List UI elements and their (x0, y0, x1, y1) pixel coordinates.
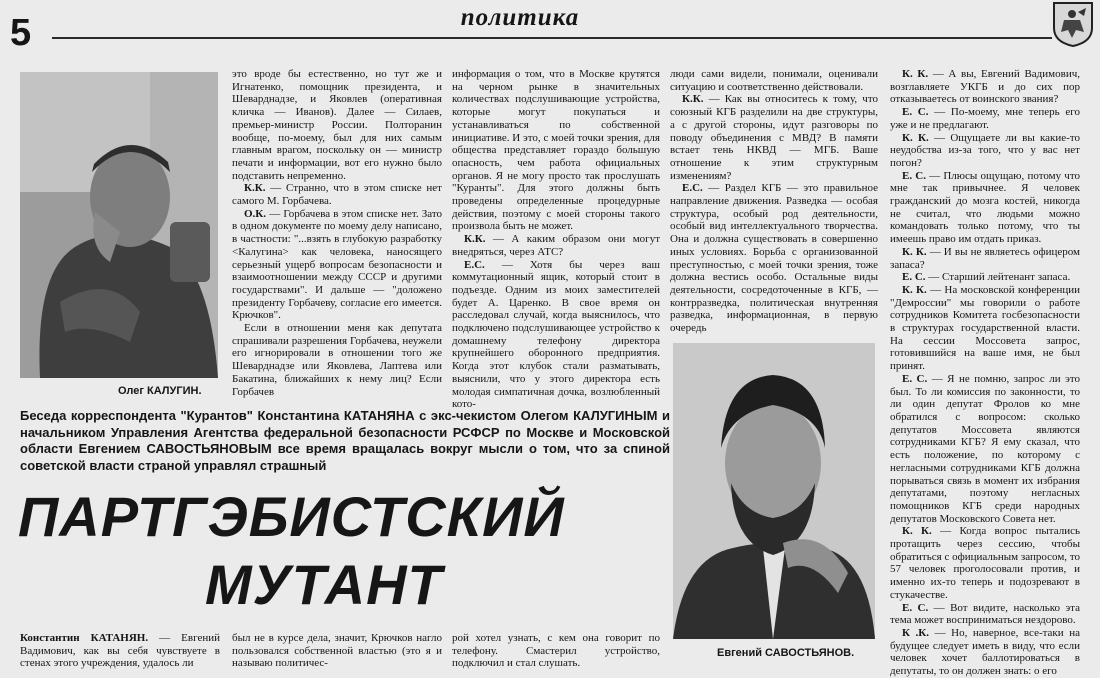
paragraph (232, 322, 442, 398)
paragraph-text: — Раздел КГБ — это правильное направление движения. Разведка — особая структура, особый род деятельности, особый вид интеллектуального творчества. Она и должна существовать в совершенно иных условиях. Борьба с организованной преступностью, с моей точки зрения, тоже должна вестись особо. Остальные виды деятельности, сосредоточенные в КГБ, — контрразведка, политическая внутренняя разведка, информационная, в первую очередь (670, 182, 878, 335)
paragraph (890, 246, 1080, 271)
article-column-2 (452, 68, 660, 411)
paragraph (890, 525, 1080, 601)
paragraph-text: — Как вы относитесь к тому, что союзный КГБ разделили на две структуры, а с другой стороны, идут разговоры по поводу объединения с МВД? В памяти встает тень НКВД — МГБ. Ваше отношение к этим структурным изменениям? (670, 93, 878, 182)
speaker-label: Е.С. (682, 182, 703, 195)
paragraph-text: — Вот видите, насколько эта тема может восприниматься нездорово. (890, 601, 1080, 627)
speaker-label: К. К. (902, 245, 927, 258)
speaker-label: К. К. (902, 283, 927, 296)
paragraph (232, 68, 442, 182)
paragraph-text: это вроде бы естественно, но тут же и Игнатенко, помощник президента, и Шеварднадзе, и Яковлев (оперативная кличка — Иванов). Далее — Силаев, премьер-министр России. Полторанин вообще, по-моему, был для них самым главным врагом, поскольку он — министр печати и информации, вот его нужно было подставить непременно. (232, 68, 442, 182)
headline-line-1: ПАРТГЭБИСТСКИЙ (18, 485, 565, 548)
photo1-caption: Олег КАЛУГИН. (118, 385, 202, 397)
paragraph-text: рой хотел узнать, с кем она говорит по телефону. Смастерил устройство, подключил и стал слушать. (452, 632, 660, 670)
paragraph (890, 68, 1080, 106)
paragraph (890, 602, 1080, 627)
paragraph-text: — Горбачева в этом списке нет. Зато в одном документе по моему делу написано, в частности: "...взять в глубокую разработку <Калугина> как человека, наносящего серьезный ущерб вопросам безопасности и взаимоотношении между СССР и другими государствами". И дальше — "доложено президенту Горбачеву, согласие его имеется. Крючков". (232, 207, 442, 322)
speaker-label: К. К. (902, 131, 929, 144)
speaker-label: К.К. (682, 93, 704, 106)
speaker-label: К. К. (902, 68, 929, 80)
photo-evgeny-savostyanov (673, 343, 875, 639)
paragraph-text: — Но, наверное, все-таки на будущее следует иметь в виду, что если человек хочет баллотироваться в депутаты, то он должен знать: о его (890, 626, 1080, 678)
paragraph (452, 632, 660, 670)
speaker-label: Е. С. (902, 601, 929, 614)
speaker-label: Е. С. (902, 372, 928, 385)
paragraph (232, 632, 442, 670)
speaker-label: Константин КАТАНЯН. (20, 632, 149, 644)
paragraph (890, 132, 1080, 170)
paragraph-text: — По-моему, мне теперь его уже и не предлагают. (890, 106, 1080, 131)
paragraph-text: — Хотя бы через ваш коммутационный ящик, который стоит в подъезде. Одним из моих заместителей будет А. Царенко. В свое время он расследовал случай, когда выяснилось, что подключено подслушивающее устройство к домашнему телефону директора крупнейшего оборонного предприятия. Когда этот клубок стали разматывать, выяснили, что у этого директора есть молодая симпатичная дочка, возлюбленный кото- (452, 258, 660, 411)
paragraph-text: — И вы не являетесь офицером запаса? (890, 245, 1081, 271)
paragraph (890, 271, 1080, 284)
speaker-label: Е.С. (464, 258, 485, 271)
paragraph (20, 632, 220, 670)
article-bottom-column-3 (452, 632, 660, 670)
paragraph (890, 106, 1080, 131)
article-column-4 (890, 68, 1081, 678)
headline-line-2: МУТАНТ (205, 553, 443, 616)
speaker-label: К.К. (464, 233, 486, 246)
article-column-3 (670, 68, 878, 336)
paragraph-text: — Старший лейтенант запаса. (925, 271, 1071, 284)
paragraph-text: — На московской конференции "Демроссии" мы говорили о работе сотрудников Комитета госбезопасности в структурах государственной власти. На сессии Моссовета запрос, готовившийся на ваше имя, не был принят. (890, 283, 1081, 373)
speaker-label: К. К. (902, 525, 932, 538)
paragraph-text: — Когда вопрос пытались протащить через сессию, чтобы обратиться с официальным запросом, то 57 человек проголосовали против, и именно их-то теперь и подозревают в стукачестве. (890, 525, 1081, 601)
lead-paragraph: Беседа корреспондента "Курантов" Константина КАТАНЯНА с экс-чекистом Олегом КАЛУГИНЫМ и начальником Управления Агентства федеральной безопасности РСФСР по Москве и Московской области Евгением САВОСТЬЯНОВЫМ все время вращалась вокруг мысли о том, что за спиной советской власти страной управлял страшный (20, 408, 670, 473)
paragraph-text: — Плюсы ощущаю, потому что мне так привычнее. Я человек гражданский до мозга костей, никогда не считал, что людьми можно командовать только потому, что ты имеешь право им отдать приказ. (890, 169, 1080, 246)
paragraph (452, 259, 660, 411)
paragraph-text: — Я не помню, запрос ли это был. То ли комиссия по законности, то ли один депутат Фролов ко мне обратился с вопросом: сколько депутатов Моссовета являются сотрудниками КГБ? Я ему сказал, что есть положение, по которому с негласными сотрудниками КГБ должна порываться связь в момент их избрания депутатами, поэтому негласных помощников КГБ среди народных депутатов Московского Совета нет. (890, 372, 1081, 525)
paragraph (890, 170, 1080, 246)
paragraph-text: информация о том, что в Москве крутятся на черном рынке в значительных количествах подслушивающие устройства, которые могут покупаться и устанавливаться по собственной инициативе. И это, с моей точки зрения, для общества представляет гораздо большую опасность, чем работа официальных органов. Я не могу просто так прослушать "Куранты". Для этого должны быть проведены определенные процедурные действия, поэтому с моей стороны такого произвола быть не может. (452, 68, 660, 233)
paragraph (890, 627, 1080, 678)
paragraph-text: люди сами видели, понимали, оценивали ситуацию и соответственно действовали. (670, 68, 878, 93)
speaker-label: К.К. (244, 182, 266, 195)
paragraph (232, 208, 442, 322)
paragraph (670, 182, 878, 334)
paragraph (890, 284, 1080, 373)
paragraph (670, 93, 878, 182)
paragraph (890, 373, 1080, 525)
article-column-1 (232, 68, 442, 398)
speaker-label: Е. С. (902, 271, 926, 284)
photo2-caption: Евгений САВОСТЬЯНОВ. (717, 647, 855, 659)
speaker-label: Е. С. (902, 169, 926, 182)
photo-oleg-kalugin (20, 72, 218, 378)
section-title: политика (420, 3, 620, 33)
paragraph-text: Если в отношении меня как депутата спрашивали разрешения Горбачева, неужели его игнорировали в отношении того же Шеварднадзе или Яковлева, Лаптева или Бакатина, ближайших к нему лиц? Если Горбачев (232, 322, 442, 398)
paragraph (670, 68, 878, 93)
paragraph-text: — Ощущаете ли вы какие-то неудобства из-за того, что у вас нет погон? (890, 131, 1080, 169)
paragraph (452, 233, 660, 258)
paragraph-text: — А вы, Евгений Вадимович, возглавляете УКГБ и до сих пор отказываетесь от воинского звания? (890, 68, 1080, 106)
article-bottom-column-2 (232, 632, 442, 670)
paragraph-text: был не в курсе дела, значит, Крючков нагло пользовался собственной властью (это я и называю политичес- (232, 632, 442, 670)
speaker-label: Е. С. (902, 106, 929, 119)
paragraph-text: — Странно, что в этом списке нет самого М. Горбачева. (232, 182, 442, 208)
paragraph-text: — А каким образом они могут внедряться, через АТС? (452, 233, 660, 258)
paragraph (452, 68, 660, 233)
moscow-coat-of-arms-icon (1050, 0, 1096, 48)
paragraph-text: — Евгений Вадимович, как вы себя чувствуете в стенах этого учреждения, удалось ли (20, 632, 220, 670)
page-number: 5 (10, 12, 32, 54)
speaker-label: О.К. (244, 207, 267, 220)
article-bottom-column-1 (20, 632, 220, 670)
paragraph (232, 182, 442, 207)
speaker-label: К .К. (902, 626, 930, 639)
header-rule (52, 37, 1052, 39)
